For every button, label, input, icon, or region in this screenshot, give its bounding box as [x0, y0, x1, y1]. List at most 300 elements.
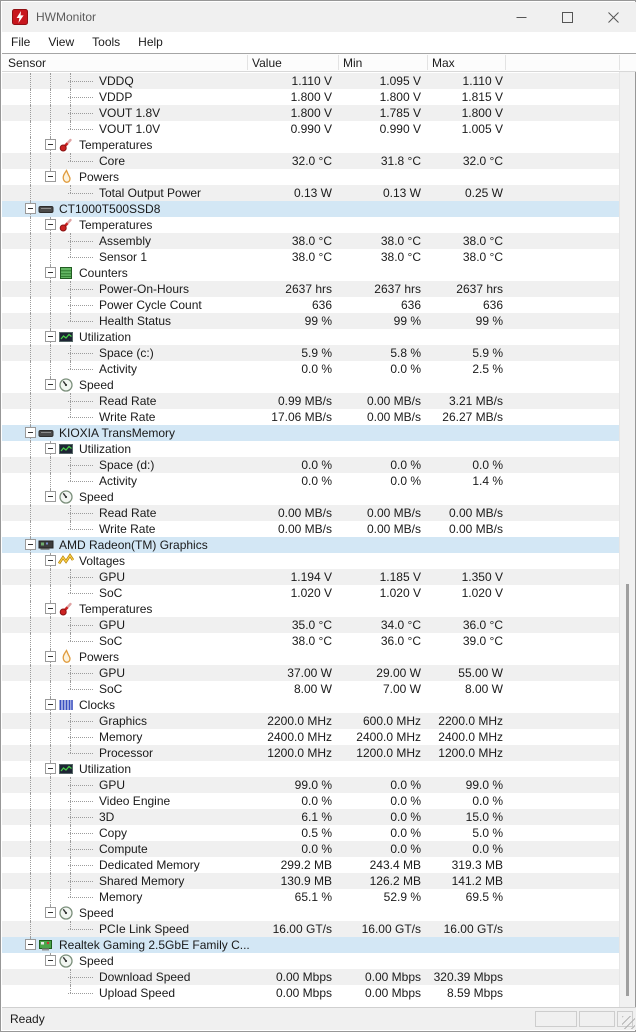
sensor-label: Dedicated Memory: [99, 858, 200, 872]
sensor-row[interactable]: [2, 793, 619, 809]
tree-line: [68, 369, 93, 370]
min-cell: 0.00 Mbps: [364, 970, 421, 984]
tree-line: [50, 793, 51, 809]
tree-line: [68, 193, 93, 194]
collapse-toggle[interactable]: [45, 139, 56, 150]
tree-line: [30, 121, 31, 137]
collapse-toggle[interactable]: [45, 491, 56, 502]
tree-line: [68, 977, 93, 978]
sensor-label: Assembly: [99, 234, 152, 248]
column-header-max[interactable]: Max: [432, 56, 455, 70]
min-cell: 31.8 °C: [380, 154, 421, 168]
sensor-label: GPU: [99, 570, 126, 584]
value-cell: 65.1 %: [294, 890, 332, 904]
tree-line: [50, 153, 51, 169]
collapse-toggle[interactable]: [45, 267, 56, 278]
sensor-row[interactable]: [2, 249, 619, 265]
sensor-row[interactable]: [2, 921, 619, 937]
tree-line: [68, 817, 93, 818]
resize-grip[interactable]: [622, 1016, 635, 1029]
tree-line: [30, 393, 31, 409]
column-divider[interactable]: [505, 55, 506, 70]
sensor-row[interactable]: [2, 873, 619, 889]
sensor-row[interactable]: [2, 729, 619, 745]
max-cell: 69.5 %: [465, 890, 503, 904]
max-cell: 38.0 °C: [462, 250, 503, 264]
value-cell: 6.1 %: [301, 810, 332, 824]
collapse-toggle[interactable]: [45, 555, 56, 566]
tree-line: [70, 361, 71, 369]
tree-line: [50, 73, 51, 89]
tree-line: [30, 185, 31, 201]
tree-line: [30, 153, 31, 169]
max-cell: 1.4 %: [472, 474, 503, 488]
value-cell: 0.0 %: [301, 362, 332, 376]
sensor-label: KIOXIA TransMemory: [59, 426, 176, 440]
sensor-label: GPU: [99, 666, 126, 680]
group-row[interactable]: [2, 137, 619, 153]
sensor-label: Utilization: [79, 330, 132, 344]
tree-line: [30, 297, 31, 313]
sensor-label: Speed: [79, 378, 114, 392]
tree-line: [68, 849, 93, 850]
sensor-label: Activity: [99, 362, 138, 376]
tree-line: [30, 649, 31, 665]
status-pane: [579, 1011, 615, 1027]
collapse-toggle[interactable]: [45, 763, 56, 774]
sensor-label: Clocks: [79, 698, 116, 712]
max-cell: 1200.0 MHz: [438, 746, 503, 760]
menu-item-tools[interactable]: Tools: [92, 35, 121, 49]
tree-line: [50, 745, 51, 761]
group-row[interactable]: [2, 329, 619, 345]
group-row[interactable]: [2, 953, 619, 969]
column-divider[interactable]: [338, 55, 339, 70]
tree-line: [30, 377, 31, 393]
menu-bar: [2, 32, 636, 54]
tree-line: [70, 921, 71, 929]
max-cell: 39.0 °C: [462, 634, 503, 648]
sensor-label: Memory: [99, 890, 143, 904]
sensor-label: Copy: [99, 826, 128, 840]
sensor-row[interactable]: [2, 505, 619, 521]
tree-line: [50, 681, 51, 697]
tree-line: [68, 401, 93, 402]
sensor-row[interactable]: [2, 473, 619, 489]
sensor-row[interactable]: [2, 777, 619, 793]
max-cell: 141.2 MB: [451, 874, 503, 888]
column-header: [2, 54, 636, 72]
sensor-row[interactable]: [2, 361, 619, 377]
temperature-icon: [58, 601, 74, 617]
column-divider[interactable]: [427, 55, 428, 70]
tree-line: [50, 777, 51, 793]
tree-line: [50, 825, 51, 841]
sensor-row[interactable]: [2, 297, 619, 313]
sensor-row[interactable]: [2, 457, 619, 473]
group-row[interactable]: [2, 377, 619, 393]
tree-line: [68, 241, 93, 242]
sensor-row[interactable]: [2, 281, 619, 297]
tree-line: [30, 745, 31, 761]
min-cell: 0.00 MB/s: [366, 394, 421, 408]
sensor-label: SoC: [99, 682, 123, 696]
tree-line: [50, 617, 51, 633]
sensor-tree: [2, 72, 635, 1009]
tree-line: [68, 305, 93, 306]
value-cell: 1.800 V: [290, 90, 332, 104]
tree-line: [50, 633, 51, 649]
sensor-row[interactable]: [2, 233, 619, 249]
tree-line: [50, 889, 51, 905]
tree-line: [30, 873, 31, 889]
group-row[interactable]: [2, 761, 619, 777]
sensor-row[interactable]: [2, 841, 619, 857]
tree-line: [50, 297, 51, 313]
tree-line: [30, 169, 31, 185]
temperature-icon: [58, 217, 74, 233]
tree-line: [68, 625, 93, 626]
tree-line: [70, 745, 71, 753]
collapse-toggle[interactable]: [45, 443, 56, 454]
device-row[interactable]: [2, 537, 619, 553]
menu-item-view[interactable]: View: [48, 35, 75, 49]
speed-icon: [58, 905, 74, 921]
sensor-row[interactable]: [2, 889, 619, 905]
max-cell: 1.005 V: [461, 122, 503, 136]
vertical-scrollbar[interactable]: [619, 72, 635, 1009]
value-cell: 130.9 MB: [280, 874, 332, 888]
tree-line: [70, 153, 71, 161]
tree-line: [68, 785, 93, 786]
device-row[interactable]: [2, 937, 619, 953]
column-header-sensor[interactable]: Sensor: [8, 56, 47, 70]
sensor-row[interactable]: [2, 313, 619, 329]
collapse-toggle[interactable]: [45, 955, 56, 966]
sensor-row[interactable]: [2, 569, 619, 585]
counter-icon: [58, 265, 74, 281]
title-bar[interactable]: [2, 2, 636, 32]
collapse-toggle[interactable]: [45, 331, 56, 342]
collapse-toggle[interactable]: [25, 427, 36, 438]
min-cell: 0.00 MB/s: [366, 410, 421, 424]
sensor-label: Video Engine: [99, 794, 171, 808]
sensor-row[interactable]: [2, 713, 619, 729]
sensor-row[interactable]: [2, 409, 619, 425]
value-cell: 0.00 Mbps: [275, 986, 332, 1000]
sensor-label: Speed: [79, 954, 114, 968]
group-row[interactable]: [2, 649, 619, 665]
column-divider[interactable]: [247, 55, 248, 70]
value-cell: 38.0 °C: [291, 634, 332, 648]
value-cell: 38.0 °C: [291, 250, 332, 264]
column-header-min[interactable]: Min: [343, 56, 363, 70]
sensor-row[interactable]: [2, 969, 619, 985]
status-text: Ready: [10, 1012, 45, 1026]
collapse-toggle[interactable]: [25, 539, 36, 550]
close-button[interactable]: [590, 2, 636, 32]
min-cell: 0.0 %: [390, 842, 421, 856]
speed-icon: [58, 489, 74, 505]
collapse-toggle[interactable]: [45, 651, 56, 662]
tree-line: [68, 321, 93, 322]
tree-line: [68, 81, 93, 82]
min-cell: 0.0 %: [390, 794, 421, 808]
sensor-label: VDDP: [99, 90, 133, 104]
tree-line: [50, 121, 51, 137]
tree-line: [68, 993, 93, 994]
min-cell: 1.800 V: [379, 90, 421, 104]
group-row[interactable]: [2, 441, 619, 457]
tree-line: [70, 313, 71, 321]
tree-line: [70, 121, 71, 129]
column-header-value[interactable]: Value: [252, 56, 282, 70]
max-cell: 0.0 %: [472, 794, 503, 808]
tree-line: [68, 897, 93, 898]
max-cell: 1.350 V: [461, 570, 503, 584]
min-cell: 2637 hrs: [374, 282, 421, 296]
group-row[interactable]: [2, 905, 619, 921]
tree-line: [68, 257, 93, 258]
tree-line: [68, 593, 93, 594]
tree-line: [68, 129, 93, 130]
tree-line: [30, 521, 31, 537]
sensor-row[interactable]: [2, 73, 619, 89]
status-bar: [2, 1007, 636, 1030]
max-cell: 2200.0 MHz: [438, 714, 503, 728]
gpu-icon: [38, 537, 54, 553]
min-cell: 0.0 %: [390, 362, 421, 376]
tree-line: [50, 713, 51, 729]
value-cell: 0.0 %: [301, 458, 332, 472]
sensor-row[interactable]: [2, 665, 619, 681]
menu-item-help[interactable]: Help: [138, 35, 163, 49]
sensor-row[interactable]: [2, 857, 619, 873]
app-icon: [12, 9, 28, 25]
collapse-toggle[interactable]: [25, 203, 36, 214]
sensor-row[interactable]: [2, 825, 619, 841]
min-cell: 1200.0 MHz: [356, 746, 421, 760]
min-cell: 0.0 %: [390, 458, 421, 472]
tree-line: [30, 217, 31, 233]
tree-line: [30, 441, 31, 457]
tree-line: [50, 457, 51, 473]
group-row[interactable]: [2, 169, 619, 185]
max-cell: 319.3 MB: [451, 858, 503, 872]
sensor-row[interactable]: [2, 345, 619, 361]
sensor-label: Temperatures: [79, 138, 153, 152]
tree-line: [50, 809, 51, 825]
maximize-button[interactable]: [544, 2, 590, 32]
tree-line: [68, 529, 93, 530]
group-row[interactable]: [2, 553, 619, 569]
sensor-label: Utilization: [79, 442, 132, 456]
sensor-row[interactable]: [2, 393, 619, 409]
tree-line: [70, 185, 71, 193]
collapse-toggle[interactable]: [45, 219, 56, 230]
tree-line: [50, 233, 51, 249]
tree-line: [30, 729, 31, 745]
sensor-row[interactable]: [2, 745, 619, 761]
collapse-toggle[interactable]: [45, 379, 56, 390]
group-row[interactable]: [2, 697, 619, 713]
utilization-icon: [58, 761, 74, 777]
value-cell: 2200.0 MHz: [267, 714, 332, 728]
value-cell: 0.00 MB/s: [277, 522, 332, 536]
max-cell: 55.00 W: [458, 666, 503, 680]
tree-line: [68, 833, 93, 834]
max-cell: 5.9 %: [472, 346, 503, 360]
tree-line: [68, 577, 93, 578]
value-cell: 1.800 V: [290, 106, 332, 120]
device-row[interactable]: [2, 201, 619, 217]
voltage-icon: [58, 553, 74, 569]
min-cell: 636: [400, 298, 421, 312]
tree-line: [68, 673, 93, 674]
sensor-row[interactable]: [2, 89, 619, 105]
sensor-label: Utilization: [79, 762, 132, 776]
tree-line: [30, 89, 31, 105]
collapse-toggle[interactable]: [45, 907, 56, 918]
min-cell: 2400.0 MHz: [356, 730, 421, 744]
sensor-row[interactable]: [2, 153, 619, 169]
sensor-label: SoC: [99, 586, 123, 600]
collapse-toggle[interactable]: [45, 603, 56, 614]
sensor-label: 3D: [99, 810, 115, 824]
min-cell: 0.0 %: [390, 826, 421, 840]
collapse-toggle[interactable]: [25, 939, 36, 950]
tree-line: [50, 89, 51, 105]
sensor-label: GPU: [99, 618, 126, 632]
tree-line: [30, 601, 31, 617]
clock-icon: [58, 697, 74, 713]
tree-line: [68, 417, 93, 418]
max-cell: 0.00 MB/s: [448, 522, 503, 536]
scrollbar-thumb[interactable]: [626, 584, 629, 996]
sensor-row[interactable]: [2, 105, 619, 121]
tree-line: [50, 729, 51, 745]
tree-line: [68, 721, 93, 722]
sensor-label: Powers: [79, 170, 120, 184]
menu-item-file[interactable]: File: [11, 35, 31, 49]
sensor-label: Memory: [99, 730, 143, 744]
sensor-label: Temperatures: [79, 602, 153, 616]
group-row[interactable]: [2, 601, 619, 617]
sensor-label: Speed: [79, 906, 114, 920]
tree-line: [30, 265, 31, 281]
tree-line: [30, 713, 31, 729]
tree-line: [68, 481, 93, 482]
sensor-label: Activity: [99, 474, 138, 488]
value-cell: 37.00 W: [287, 666, 332, 680]
tree-line: [50, 249, 51, 265]
group-row[interactable]: [2, 489, 619, 505]
sensor-label: Temperatures: [79, 218, 153, 232]
tree-line: [30, 233, 31, 249]
tree-line: [50, 361, 51, 377]
max-cell: 15.0 %: [465, 810, 503, 824]
group-row[interactable]: [2, 265, 619, 281]
max-cell: 99.0 %: [465, 778, 503, 792]
max-cell: 8.00 W: [464, 682, 503, 696]
tree-line: [30, 697, 31, 713]
sensor-row[interactable]: [2, 617, 619, 633]
minimize-button[interactable]: [498, 2, 544, 32]
tree-line: [68, 113, 93, 114]
value-cell: 1.020 V: [290, 586, 332, 600]
max-cell: 16.00 GT/s: [443, 922, 503, 936]
tree-line: [68, 929, 93, 930]
sensor-row[interactable]: [2, 121, 619, 137]
tree-line: [30, 825, 31, 841]
sensor-row[interactable]: [2, 185, 619, 201]
nic-icon: [38, 937, 54, 953]
max-cell: 1.110 V: [462, 74, 503, 88]
sensor-label: Counters: [79, 266, 128, 280]
tree-line: [30, 105, 31, 121]
device-row[interactable]: [2, 425, 619, 441]
temperature-icon: [58, 137, 74, 153]
value-cell: 2637 hrs: [285, 282, 332, 296]
value-cell: 35.0 °C: [291, 618, 332, 632]
sensor-row[interactable]: [2, 521, 619, 537]
min-cell: 52.9 %: [383, 890, 421, 904]
tree-line: [70, 889, 71, 897]
sensor-row[interactable]: [2, 809, 619, 825]
tree-line: [50, 569, 51, 585]
tree-line: [30, 457, 31, 473]
status-pane: [535, 1011, 577, 1027]
utilization-icon: [58, 329, 74, 345]
value-cell: 0.5 %: [301, 826, 332, 840]
tree-line: [68, 353, 93, 354]
value-cell: 0.0 %: [301, 842, 332, 856]
min-cell: 7.00 W: [382, 682, 421, 696]
tree-line: [68, 641, 93, 642]
value-cell: 2400.0 MHz: [267, 730, 332, 744]
tree-line: [68, 753, 93, 754]
tree-line: [70, 681, 71, 689]
tree-line: [50, 473, 51, 489]
tree-line: [30, 841, 31, 857]
sensor-row[interactable]: [2, 633, 619, 649]
sensor-label: PCIe Link Speed: [99, 922, 190, 936]
sensor-row[interactable]: [2, 985, 619, 1001]
tree-line: [30, 777, 31, 793]
tree-line: [30, 793, 31, 809]
max-cell: 2637 hrs: [456, 282, 503, 296]
tree-line: [68, 289, 93, 290]
group-row[interactable]: [2, 217, 619, 233]
tree-line: [50, 873, 51, 889]
collapse-toggle[interactable]: [45, 171, 56, 182]
sensor-label: Sensor 1: [99, 250, 148, 264]
column-divider[interactable]: [619, 55, 620, 70]
tree-line: [68, 465, 93, 466]
tree-line: [30, 617, 31, 633]
sensor-row[interactable]: [2, 585, 619, 601]
sensor-row[interactable]: [2, 681, 619, 697]
value-cell: 99.0 %: [294, 778, 332, 792]
value-cell: 17.06 MB/s: [271, 410, 332, 424]
tree-line: [70, 249, 71, 257]
sensor-label: Write Rate: [99, 522, 156, 536]
collapse-toggle[interactable]: [45, 699, 56, 710]
tree-line: [30, 361, 31, 377]
window-title: HWMonitor: [36, 10, 97, 24]
tree-line: [30, 249, 31, 265]
value-cell: 0.0 %: [301, 794, 332, 808]
